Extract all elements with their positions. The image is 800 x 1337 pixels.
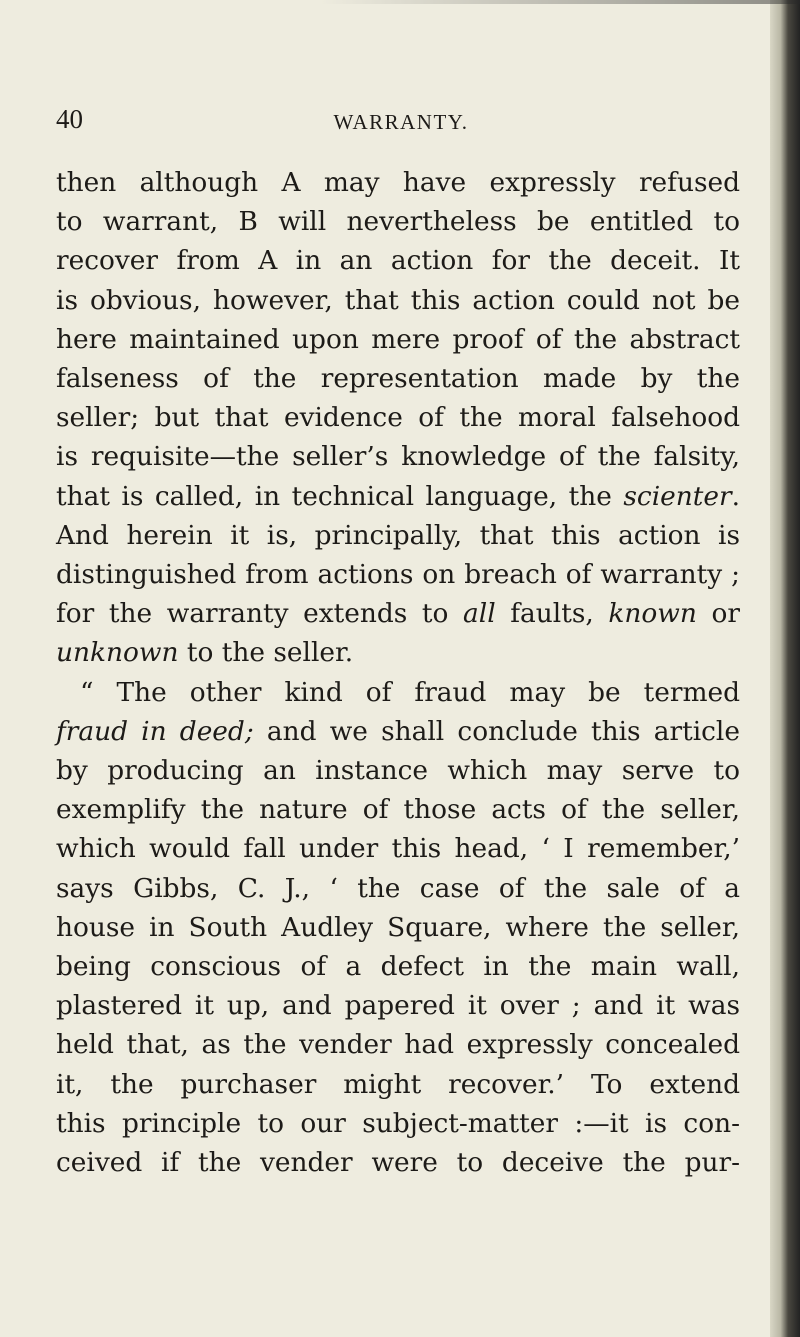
text-line [56,241,740,280]
italic-text: known [608,598,697,630]
italic-text: unknown [56,637,179,669]
text-line [56,712,740,751]
book-gutter [770,0,800,1337]
page-number: 40 [56,104,83,134]
text-line [56,359,740,398]
text-line [56,633,740,672]
text-segment: it, the purchaser might recover.’ To extend [56,1068,740,1100]
text-segment: distinguished from actions on breach of warranty ; [56,559,740,591]
text-segment: seller; but that evidence of the moral falsehood [56,402,740,434]
text-line [56,1025,740,1064]
text-segment: . [731,480,740,512]
italic-text: fraud in deed; [56,715,254,747]
text-line [56,673,740,712]
text-line [56,790,740,829]
text-segment: being conscious of a defect in the main wall, [56,951,740,983]
text-line [56,320,740,359]
text-line [56,516,740,555]
text-segment: exemplify the nature of those acts of the seller, [56,794,740,826]
text-line [56,869,740,908]
text-segment: here maintained upon mere proof of the abstract [56,323,740,355]
text-segment: then although A may have expressly refused [56,167,740,198]
text-line [56,437,740,476]
text-line [56,398,740,437]
text-line [56,202,740,241]
text-line [56,829,740,868]
text-segment: that is called, in technical language, the [56,480,624,512]
text-segment: “ The other kind of fraud may be termed [80,676,740,708]
text-segment: falseness of the representation made by the [56,363,740,395]
text-segment: this principle to our subject-matter :—it is con- [56,1107,740,1139]
text-segment: which would fall under this head, ‘ I remember,’ [56,833,740,865]
text-segment: plastered it up, and papered it over ; and it was [56,990,740,1022]
text-segment: to warrant, B will nevertheless be entitled to [56,206,740,238]
text-line [56,163,740,202]
page-edge-shadow [0,0,800,4]
text-segment: is obvious, however, that this action could not be [56,284,740,316]
text-segment: And herein it is, principally, that this action is [56,519,740,551]
text-line [56,555,740,594]
italic-text: scienter [623,480,732,512]
text-segment: by producing an instance which may serve to [56,755,740,787]
italic-text: all [463,598,496,630]
text-segment: to the seller. [178,637,354,669]
text-segment: recover from A in an action for the deceit. It [56,245,740,277]
text-line [56,751,740,790]
text-line [56,594,740,633]
text-line [56,1065,740,1104]
text-segment: is requisite—the seller’s knowledge of the falsity, [56,441,740,473]
text-line [56,1104,740,1143]
text-line [56,281,740,320]
text-segment: and we shall conclude this article [253,715,740,747]
text-line [56,477,740,516]
text-line [56,947,740,986]
running-title: WARRANTY. [333,110,469,134]
text-segment: says Gibbs, C. J., ‘ the case of the sale of a [56,872,740,904]
text-segment: held that, as the vender had expressly concealed [56,1029,740,1061]
text-segment: faults, [495,598,609,630]
text-line [56,986,740,1025]
text-segment: house in South Audley Square, where the seller, [56,911,740,943]
text-line [56,908,740,947]
running-head [0,98,772,138]
text-segment: ceived if the vender were to deceive the pur- [56,1147,740,1179]
text-segment: for the warranty extends to [56,598,464,630]
body-text [56,163,740,1182]
text-segment: or [696,598,740,630]
text-line [56,1143,740,1182]
